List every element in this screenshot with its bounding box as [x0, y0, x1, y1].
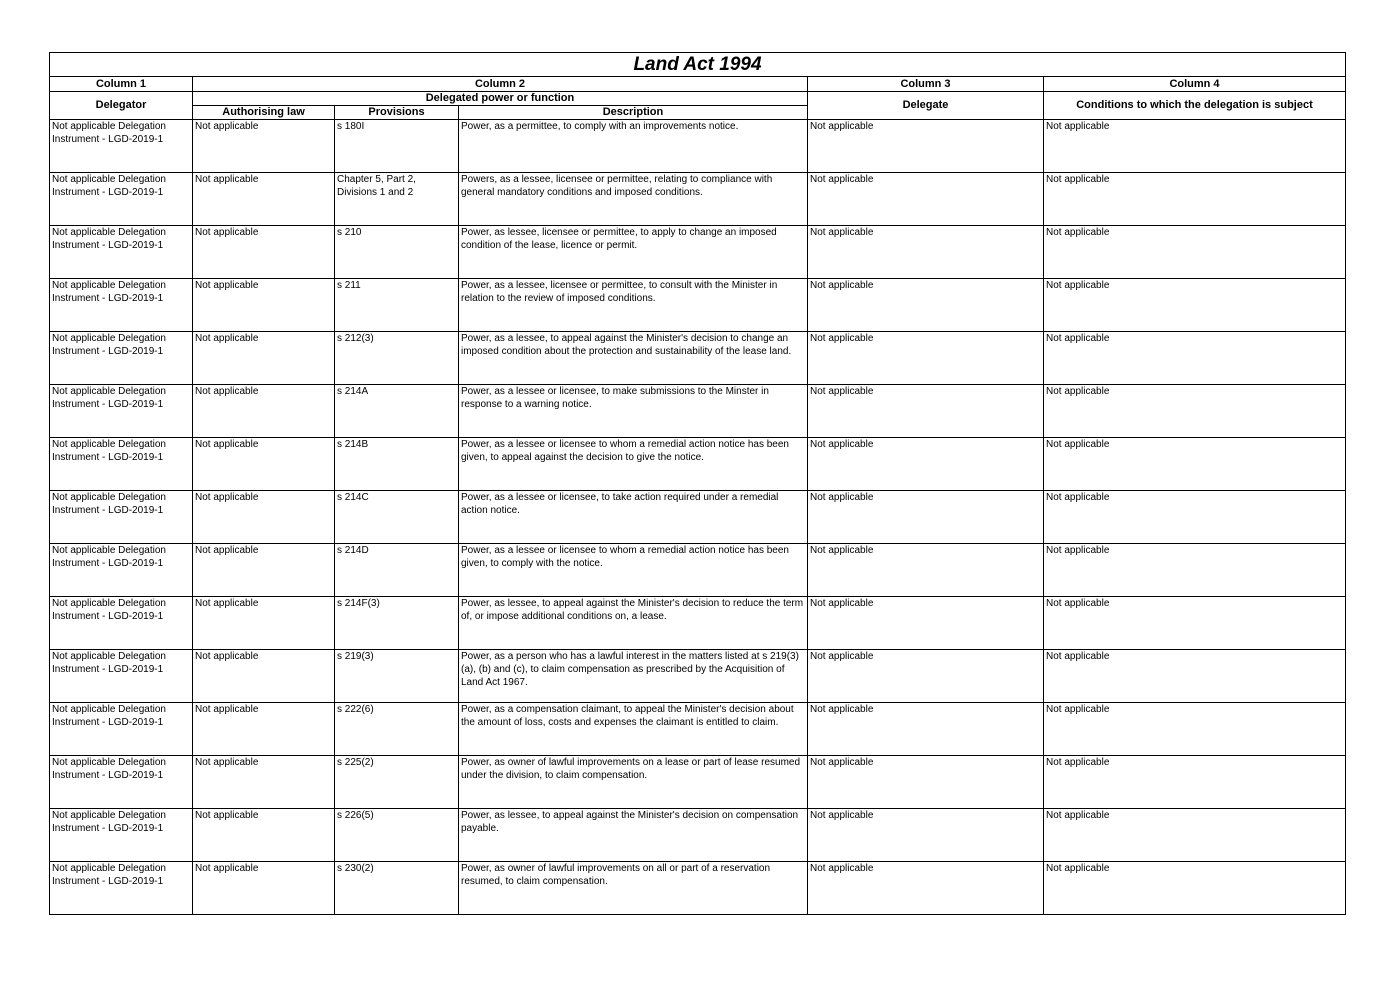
delegator-cell: Not applicable Delegation Instrument - LGD-2019-1 [50, 385, 193, 438]
delegation-table [49, 52, 1346, 915]
delegate-cell: Not applicable [808, 650, 1044, 703]
provisions-cell: s 226(5) [335, 809, 459, 862]
description-cell: Power, as lessee, to appeal against the Minister's decision to reduce the term of, or impose additional conditions on, a lease. [459, 597, 808, 650]
delegator-cell: Not applicable Delegation Instrument - LGD-2019-1 [50, 544, 193, 597]
conditions-header: Conditions to which the delegation is subject [1044, 92, 1346, 120]
delegator-cell: Not applicable Delegation Instrument - LGD-2019-1 [50, 862, 193, 915]
provisions-cell: s 222(6) [335, 703, 459, 756]
description-cell: Power, as a lessee, licensee or permittee, to consult with the Minister in relation to the review of imposed conditions. [459, 279, 808, 332]
provisions-cell: s 219(3) [335, 650, 459, 703]
conditions-cell: Not applicable [1044, 120, 1346, 173]
delegator-cell: Not applicable Delegation Instrument - LGD-2019-1 [50, 703, 193, 756]
delegator-cell: Not applicable Delegation Instrument - LGD-2019-1 [50, 597, 193, 650]
delegator-cell: Not applicable Delegation Instrument - LGD-2019-1 [50, 491, 193, 544]
table-row [50, 438, 1346, 491]
conditions-cell: Not applicable [1044, 226, 1346, 279]
delegate-cell: Not applicable [808, 279, 1044, 332]
delegate-cell: Not applicable [808, 173, 1044, 226]
description-cell: Power, as a permittee, to comply with an improvements notice. [459, 120, 808, 173]
description-cell: Power, as a lessee or licensee to whom a remedial action notice has been given, to comply with the notice. [459, 544, 808, 597]
provisions-cell: s 230(2) [335, 862, 459, 915]
delegate-cell: Not applicable [808, 332, 1044, 385]
description-cell: Power, as owner of lawful improvements on all or part of a reservation resumed, to claim compensation. [459, 862, 808, 915]
description-cell: Powers, as a lessee, licensee or permittee, relating to compliance with general mandatory conditions and imposed conditions. [459, 173, 808, 226]
provisions-cell: s 214D [335, 544, 459, 597]
delegate-cell: Not applicable [808, 226, 1044, 279]
table-row [50, 809, 1346, 862]
description-cell: Power, as a lessee or licensee, to make submissions to the Minster in response to a warning notice. [459, 385, 808, 438]
authorising-law-cell: Not applicable [193, 650, 335, 703]
conditions-cell: Not applicable [1044, 597, 1346, 650]
delegator-header: Delegator [50, 92, 193, 120]
conditions-cell: Not applicable [1044, 438, 1346, 491]
delegator-cell: Not applicable Delegation Instrument - LGD-2019-1 [50, 438, 193, 491]
authorising-law-cell: Not applicable [193, 703, 335, 756]
table-row [50, 597, 1346, 650]
conditions-cell: Not applicable [1044, 279, 1346, 332]
delegate-cell: Not applicable [808, 703, 1044, 756]
conditions-cell: Not applicable [1044, 756, 1346, 809]
table-row [50, 756, 1346, 809]
column-1-header: Column 1 [50, 77, 193, 92]
conditions-cell: Not applicable [1044, 862, 1346, 915]
delegator-cell: Not applicable Delegation Instrument - LGD-2019-1 [50, 120, 193, 173]
authorising-law-cell: Not applicable [193, 279, 335, 332]
table-row [50, 332, 1346, 385]
delegate-cell: Not applicable [808, 597, 1044, 650]
provisions-cell: s 225(2) [335, 756, 459, 809]
delegated-power-header: Delegated power or function [193, 92, 808, 106]
conditions-cell: Not applicable [1044, 332, 1346, 385]
table-row [50, 226, 1346, 279]
delegate-cell: Not applicable [808, 385, 1044, 438]
column-2-header: Column 2 [193, 77, 808, 92]
provisions-cell: Chapter 5, Part 2, Divisions 1 and 2 [335, 173, 459, 226]
column-4-header: Column 4 [1044, 77, 1346, 92]
provisions-cell: s 180I [335, 120, 459, 173]
provisions-cell: s 212(3) [335, 332, 459, 385]
description-cell: Power, as a lessee, to appeal against the Minister's decision to change an imposed condition about the protection and sustainability of the lease land. [459, 332, 808, 385]
provisions-cell: s 214F(3) [335, 597, 459, 650]
delegator-cell: Not applicable Delegation Instrument - LGD-2019-1 [50, 809, 193, 862]
description-cell: Power, as a person who has a lawful interest in the matters listed at s 219(3)(a), (b) and (c), to claim compensation as prescribed by the Acquisition of Land Act 1967. [459, 650, 808, 703]
delegate-header: Delegate [808, 92, 1044, 120]
delegator-cell: Not applicable Delegation Instrument - LGD-2019-1 [50, 650, 193, 703]
conditions-cell: Not applicable [1044, 173, 1346, 226]
provisions-cell: s 214B [335, 438, 459, 491]
provisions-header: Provisions [335, 106, 459, 120]
authorising-law-cell: Not applicable [193, 173, 335, 226]
authorising-law-cell: Not applicable [193, 332, 335, 385]
conditions-cell: Not applicable [1044, 544, 1346, 597]
authorising-law-cell: Not applicable [193, 597, 335, 650]
authorising-law-cell: Not applicable [193, 862, 335, 915]
delegate-cell: Not applicable [808, 809, 1044, 862]
description-cell: Power, as lessee, to appeal against the Minister's decision on compensation payable. [459, 809, 808, 862]
provisions-cell: s 211 [335, 279, 459, 332]
column-3-header: Column 3 [808, 77, 1044, 92]
delegate-cell: Not applicable [808, 756, 1044, 809]
delegator-cell: Not applicable Delegation Instrument - LGD-2019-1 [50, 332, 193, 385]
table-row [50, 703, 1346, 756]
provisions-cell: s 214C [335, 491, 459, 544]
description-header: Description [459, 106, 808, 120]
delegate-cell: Not applicable [808, 438, 1044, 491]
provisions-cell: s 214A [335, 385, 459, 438]
authorising-law-cell: Not applicable [193, 809, 335, 862]
description-cell: Power, as a compensation claimant, to appeal the Minister's decision about the amount of loss, costs and expenses the claimant is entitled to claim. [459, 703, 808, 756]
provisions-cell: s 210 [335, 226, 459, 279]
delegate-cell: Not applicable [808, 491, 1044, 544]
table-row [50, 650, 1346, 703]
description-cell: Power, as a lessee or licensee to whom a remedial action notice has been given, to appeal against the decision to give the notice. [459, 438, 808, 491]
authorising-law-header: Authorising law [193, 106, 335, 120]
delegator-cell: Not applicable Delegation Instrument - LGD-2019-1 [50, 756, 193, 809]
delegator-cell: Not applicable Delegation Instrument - LGD-2019-1 [50, 173, 193, 226]
conditions-cell: Not applicable [1044, 650, 1346, 703]
table-row [50, 385, 1346, 438]
conditions-cell: Not applicable [1044, 491, 1346, 544]
table-title: Land Act 1994 [50, 53, 1346, 77]
authorising-law-cell: Not applicable [193, 544, 335, 597]
conditions-cell: Not applicable [1044, 385, 1346, 438]
delegator-cell: Not applicable Delegation Instrument - LGD-2019-1 [50, 226, 193, 279]
table-row [50, 279, 1346, 332]
description-cell: Power, as lessee, licensee or permittee, to apply to change an imposed condition of the lease, licence or permit. [459, 226, 808, 279]
delegator-cell: Not applicable Delegation Instrument - LGD-2019-1 [50, 279, 193, 332]
delegate-cell: Not applicable [808, 120, 1044, 173]
authorising-law-cell: Not applicable [193, 756, 335, 809]
conditions-cell: Not applicable [1044, 809, 1346, 862]
description-cell: Power, as a lessee or licensee, to take action required under a remedial action notice. [459, 491, 808, 544]
delegate-cell: Not applicable [808, 544, 1044, 597]
conditions-cell: Not applicable [1044, 703, 1346, 756]
authorising-law-cell: Not applicable [193, 120, 335, 173]
authorising-law-cell: Not applicable [193, 491, 335, 544]
table-row [50, 120, 1346, 173]
table-row [50, 862, 1346, 915]
table-row [50, 544, 1346, 597]
table-row [50, 173, 1346, 226]
delegate-cell: Not applicable [808, 862, 1044, 915]
authorising-law-cell: Not applicable [193, 385, 335, 438]
authorising-law-cell: Not applicable [193, 438, 335, 491]
description-cell: Power, as owner of lawful improvements on a lease or part of lease resumed under the division, to claim compensation. [459, 756, 808, 809]
authorising-law-cell: Not applicable [193, 226, 335, 279]
table-row [50, 491, 1346, 544]
